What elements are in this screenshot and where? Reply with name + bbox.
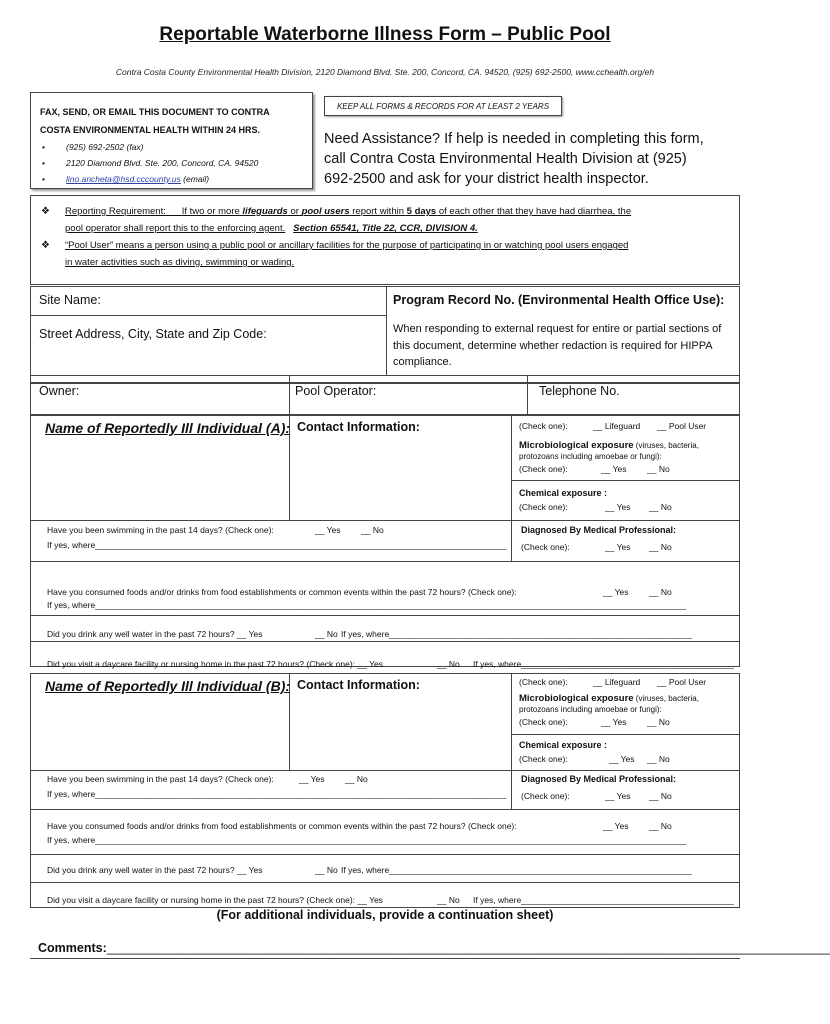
well-where-field[interactable]: If yes, where________________________________________________________________ [341, 629, 692, 639]
email-line: • lino.ancheta@hsd.cccounty.us (email) [40, 171, 258, 187]
b-swim-no-checkbox[interactable]: __ No [345, 774, 368, 784]
diag-no-checkbox[interactable]: __ No [649, 542, 672, 552]
swim-where-field[interactable]: If yes, where_______________________________________________________________________________________ [47, 540, 507, 550]
foods-no-checkbox[interactable]: __ No [649, 587, 672, 597]
telephone-field[interactable]: Telephone No. [539, 384, 620, 398]
keep-records-notice: KEEP ALL FORMS & RECORDS FOR AT LEAST 2 YEARS [324, 96, 562, 116]
chem-no-checkbox[interactable]: __ No [649, 502, 672, 512]
fax-number: • (925) 692-2502 (fax) [40, 139, 258, 155]
redaction-note: When responding to external request for entire or partial sections of this document, determine whether redaction is required for HIPPA compliance. [393, 323, 722, 368]
pool-user-checkbox[interactable]: __ Pool User [657, 421, 707, 431]
b-swim-where-field[interactable]: If yes, where_______________________________________________________________________________________ [47, 789, 507, 799]
site-name-field[interactable]: Site Name: [39, 293, 101, 307]
form-subtitle: Contra Costa County Environmental Health Division, 2120 Diamond Blvd. Ste. 200, Concord, CA. 94520, (925) 692-2500, www.cchealth.org/eh [115, 67, 655, 77]
pool-operator-field[interactable]: Pool Operator: [295, 384, 377, 398]
b-well-no-checkbox[interactable]: __ No [315, 865, 338, 875]
requirements-box [30, 195, 740, 285]
b-daycare-no-checkbox[interactable]: __ No [437, 895, 460, 905]
b-diag-yes-checkbox[interactable]: __ Yes [605, 791, 631, 801]
daycare-where-field[interactable]: If yes, where_____________________________________________ [473, 659, 734, 669]
page-bottom-rule [30, 958, 740, 959]
diag-yes-checkbox[interactable]: __ Yes [605, 542, 631, 552]
swim-no-checkbox[interactable]: __ No [361, 525, 384, 535]
assistance-text: Need Assistance? If help is needed in completing this form, call Contra Costa Environmental Health Division at (925) 692-2500 and ask for your district health inspector. [324, 131, 704, 187]
b-foods-where-field[interactable]: If yes, where_____________________________________________________________________________________________________________________________ [47, 835, 687, 845]
b-chem-yes-checkbox[interactable]: __ Yes [609, 754, 635, 764]
b-lifeguard-checkbox[interactable]: __ Lifeguard [593, 677, 641, 687]
individual-b-name-field[interactable]: Name of Reportedly Ill Individual (B): [45, 678, 291, 694]
micro-yes-checkbox[interactable]: __ Yes [601, 464, 627, 474]
b-swim-yes-checkbox[interactable]: __ Yes [299, 774, 325, 784]
daycare-no-checkbox[interactable]: __ No [437, 659, 460, 669]
mailing-address: • 2120 Diamond Blvd. Ste. 200, Concord, CA. 94520 [40, 155, 258, 171]
email-link[interactable]: lino.ancheta@hsd.cccounty.us [66, 174, 181, 184]
lifeguard-checkbox[interactable]: __ Lifeguard [593, 421, 641, 431]
swim-yes-checkbox[interactable]: __ Yes [315, 525, 341, 535]
b-micro-no-checkbox[interactable]: __ No [647, 717, 670, 727]
diamond-bullet-icon: ❖ [41, 240, 50, 251]
street-address-field[interactable]: Street Address, City, State and Zip Code: [39, 327, 267, 341]
fax-instructions-box [30, 92, 313, 189]
b-daycare-where-field[interactable]: If yes, where_____________________________________________ [473, 895, 734, 905]
individual-b-section: Name of Reportedly Ill Individual (B): Contact Information: (Check one): __ Lifeguard __ Pool User Microbiological exposure (viruses, bacteria, protozoans including amoebae or fungi): (Check one): __ Yes __ No Chemical exposure : (Check one): __ Yes __ No Diagnosed By Medical Professional: (Check one): __ Yes __ No Have you been swimming in the past 14 days? (Check one): __ Yes __ No If yes, where_______________________________________________________________________________________ Have you consumed foods and/or drinks from food establishments or common events within the past 72 hours? (Check one): __ Yes __ No If yes, where_____________________________________________________________________________________________________________________________ Did you drink any well water in the past 72 hours? __ Yes __ No If yes, where________________________________________________________________ Did you visit a daycare facility or nursing home in the past 72 hours? (Check one): __ Yes __ No If yes, where_____________________________________________ [30, 673, 740, 908]
foods-where-field[interactable]: If yes, where_____________________________________________________________________________________________________________________________ [47, 600, 687, 610]
owner-field[interactable]: Owner: [39, 384, 80, 398]
site-info-section [30, 286, 740, 383]
form-title: Reportable Waterborne Illness Form – Public Pool [159, 24, 611, 45]
foods-yes-checkbox[interactable]: __ Yes [603, 587, 629, 597]
chem-yes-checkbox[interactable]: __ Yes [605, 502, 631, 512]
comments-field[interactable]: Comments:________________________________________________________________________________________________________ [38, 941, 830, 955]
well-no-checkbox[interactable]: __ No [315, 629, 338, 639]
fax-heading: FAX, SEND, OR EMAIL THIS DOCUMENT TO CONTRA COSTA ENVIRONMENTAL HEALTH WITHIN 24 HRS. [40, 107, 270, 135]
program-record-field[interactable]: Program Record No. (Environmental Health Office Use): [393, 293, 725, 307]
diamond-bullet-icon: ❖ [41, 206, 50, 217]
owner-row [30, 383, 740, 415]
individual-b-contact-field[interactable]: Contact Information: [297, 678, 420, 692]
continuation-note: (For additional individuals, provide a continuation sheet) [216, 908, 554, 922]
b-well-where-field[interactable]: If yes, where________________________________________________________________ [341, 865, 692, 875]
individual-a-name-field[interactable]: Name of Reportedly Ill Individual (A): [45, 420, 291, 436]
pool-user-definition: ❖ “Pool User” means a person using a public pool or ancillary facilities for the purpose of participating in or watching pool users engaged in water activities such as diving, swimming or wading. [65, 237, 725, 271]
individual-a-contact-field[interactable]: Contact Information: [297, 420, 420, 434]
b-diag-no-checkbox[interactable]: __ No [649, 791, 672, 801]
b-micro-yes-checkbox[interactable]: __ Yes [601, 717, 627, 727]
b-foods-yes-checkbox[interactable]: __ Yes [603, 821, 629, 831]
micro-no-checkbox[interactable]: __ No [647, 464, 670, 474]
b-pool-user-checkbox[interactable]: __ Pool User [657, 677, 707, 687]
b-foods-no-checkbox[interactable]: __ No [649, 821, 672, 831]
individual-a-section: Name of Reportedly Ill Individual (A): Contact Information: (Check one): __ Lifeguard __ Pool User Microbiological exposure (viruses, bacteria, protozoans including amoebae or fungi): (Check one): __ Yes __ No Chemical exposure : (Check one): __ Yes __ No Diagnosed By Medical Professional: (Check one): __ Yes __ No Have you been swimming in the past 14 days? (Check one): __ Yes __ No If yes, where_______________________________________________________________________________________ Have you consumed foods and/or drinks from food establishments or common events within the past 72 hours? (Check one): __ Yes __ No If yes, where_____________________________________________________________________________________________________________________________ Did you drink any well water in the past 72 hours? __ Yes __ No If yes, where________________________________________________________________ Did you visit a daycare facility or nursing home in the past 72 hours? (Check one): __ Yes __ No If yes, where_____________________________________________ [30, 415, 740, 667]
reporting-requirement: ❖ Reporting Requirement: If two or more lifeguards or pool users report within 5 days of each other that they have had diarrhea, the pool operator shall report this to the enforcing agent. Section 65541, Title 22, CCR, DIVISION 4. [65, 203, 725, 237]
b-chem-no-checkbox[interactable]: __ No [647, 754, 670, 764]
